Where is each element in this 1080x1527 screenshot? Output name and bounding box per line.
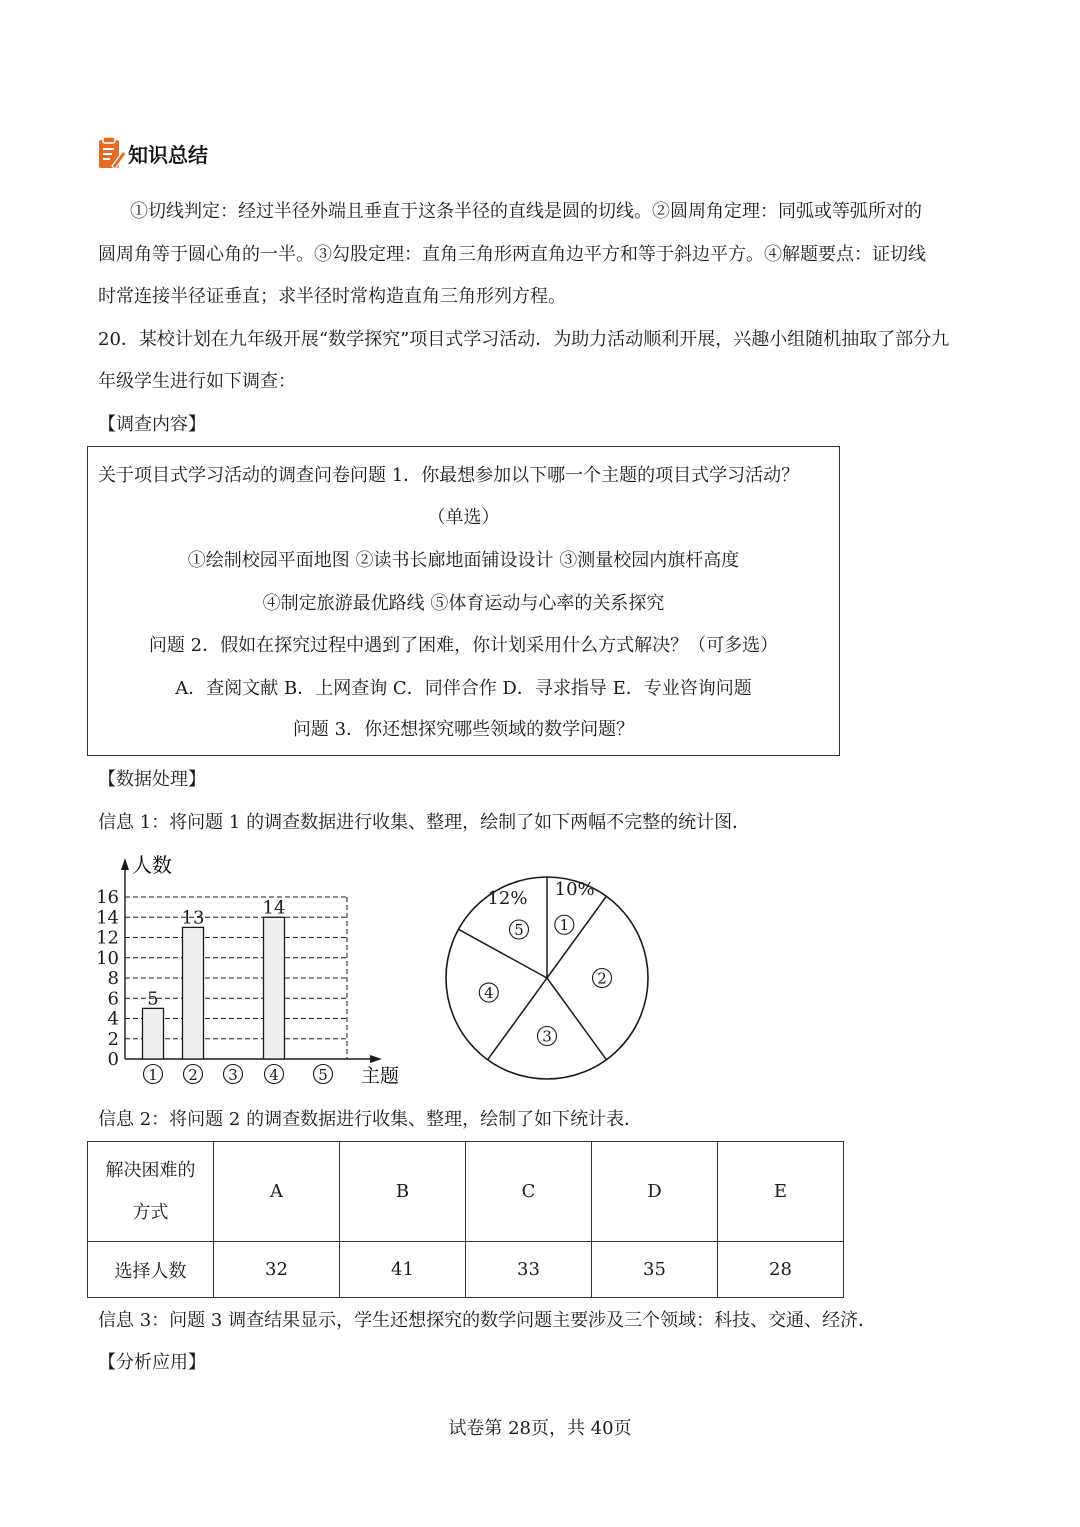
pie-slice-label: 5	[514, 921, 524, 940]
y-tick-label: 2	[107, 1028, 119, 1050]
problem-line-2: 年级学生进行如下调查：	[98, 371, 296, 392]
table-header-cell: C	[466, 1142, 592, 1242]
x-tick-label: 5	[318, 1066, 328, 1084]
bar-value-label: 14	[262, 897, 286, 919]
x-tick-label: 1	[148, 1066, 158, 1084]
y-tick-label: 10	[96, 947, 119, 969]
pie-slice-border	[547, 978, 606, 1060]
pie-slice-label: 1	[559, 916, 570, 935]
y-tick-label: 14	[96, 907, 119, 929]
survey-questionnaire-box	[87, 446, 840, 756]
info-1: 信息 1：将问题 1 的调查数据进行收集、整理，绘制了如下两幅不完整的统计图．	[98, 812, 751, 833]
table-cell: 28	[718, 1242, 844, 1298]
summary-line-2: 圆周角等于圆心角的一半。③勾股定理：直角三角形两直角边平方和等于斜边平方。④解题要点：证切线	[98, 244, 926, 265]
pie-slice-border	[488, 978, 547, 1060]
summary-line-1: ①切线判定：经过半径外端且垂直于这条半径的直线是圆的切线。②圆周角定理：同弧或等弧所对的	[130, 201, 922, 222]
table-header-cell: D	[592, 1142, 718, 1242]
bar-value-label: 5	[147, 988, 159, 1010]
survey-question-1: 关于项目式学习活动的调查问卷问题 1．你最想参加以下哪一个主题的项目式学习活动？	[98, 465, 800, 486]
table-header-row	[88, 1142, 844, 1242]
table-cell: 35	[592, 1242, 718, 1298]
table-cell: 32	[214, 1242, 340, 1298]
table-header-cell: E	[718, 1142, 844, 1242]
survey-single-choice-note: （单选）	[427, 507, 500, 528]
pie-slice-label: 3	[542, 1027, 552, 1046]
notes-icon	[98, 136, 126, 170]
pie-percent-label: 10%	[554, 879, 595, 901]
x-tick-label: 3	[228, 1066, 238, 1084]
table-header-cell: A	[214, 1142, 340, 1242]
pie-slice-border	[547, 896, 606, 978]
table-header-label	[88, 1142, 214, 1242]
pie-chart	[440, 870, 655, 1085]
survey-question-2: 问题 2．假如在探究过程中遇到了困难，你计划采用什么方式解决？（可多选）	[148, 635, 779, 656]
pie-slice-border	[458, 929, 547, 978]
analysis-section-label: 【分析应用】	[98, 1352, 206, 1373]
bar	[183, 927, 204, 1059]
bar	[264, 917, 285, 1059]
info-2: 信息 2：将问题 2 的调查数据进行收集、整理，绘制了如下统计表．	[98, 1109, 643, 1130]
data-section-label: 【数据处理】	[98, 769, 206, 790]
stats-table	[87, 1141, 844, 1298]
pie-percent-label: 12%	[487, 888, 528, 910]
survey-section-label: 【调查内容】	[98, 414, 206, 435]
pie-slice-label: 4	[484, 984, 494, 1003]
table-header-label-line-1: 解决困难的	[105, 1159, 196, 1181]
y-tick-label: 16	[96, 887, 119, 908]
y-axis-arrow	[121, 858, 129, 870]
y-tick-label: 12	[96, 927, 119, 949]
survey-question-3: 问题 3．你还想探究哪些领域的数学问题？	[292, 719, 635, 740]
table-row	[88, 1242, 844, 1298]
page-footer: 试卷第 28页，共 40页	[448, 1418, 632, 1439]
table-cell: 33	[466, 1242, 592, 1298]
bar	[143, 1008, 164, 1059]
summary-line-3: 时常连接半径证垂直；求半径时常构造直角三角形列方程。	[98, 286, 566, 307]
x-tick-label: 4	[269, 1066, 279, 1084]
bar-value-label: 13	[181, 907, 205, 929]
survey-options-1: ①绘制校园平面地图 ②读书长廊地面铺设设计 ③测量校园内旗杆高度	[187, 550, 740, 571]
bar-chart	[90, 848, 410, 1093]
info-3: 信息 3：问题 3 调查结果显示，学生还想探究的数学问题主要涉及三个领域：科技、交通、经济．	[98, 1310, 877, 1331]
y-tick-label: 8	[107, 968, 119, 989]
x-axis-arrow	[370, 1055, 382, 1063]
problem-line-1: 20．某校计划在九年级开展“数学探究”项目式学习活动．为助力活动顺利开展，兴趣小组随机抽取了部分九	[98, 329, 950, 350]
y-tick-label: 0	[107, 1049, 119, 1070]
survey-options-2: ④制定旅游最优路线 ⑤体育运动与心率的关系探究	[262, 593, 665, 614]
table-header-label-line-2: 方式	[132, 1201, 169, 1223]
table-row-label: 选择人数	[88, 1242, 214, 1298]
survey-methods: A．查阅文献 B．上网查询 C．同伴合作 D．寻求指导 E．专业咨询问题	[175, 678, 752, 699]
section-heading	[98, 136, 208, 170]
y-tick-label: 4	[107, 1008, 119, 1030]
table-cell: 41	[340, 1242, 466, 1298]
bar-chart-xlabel: 主题	[361, 1065, 400, 1087]
section-title: 知识总结	[128, 142, 208, 167]
y-tick-label: 6	[107, 988, 119, 1010]
pie-slice-label: 2	[597, 969, 607, 988]
table-header-cell: B	[340, 1142, 466, 1242]
bar-chart-ylabel: 人数	[132, 853, 172, 877]
x-tick-label: 2	[188, 1066, 198, 1084]
